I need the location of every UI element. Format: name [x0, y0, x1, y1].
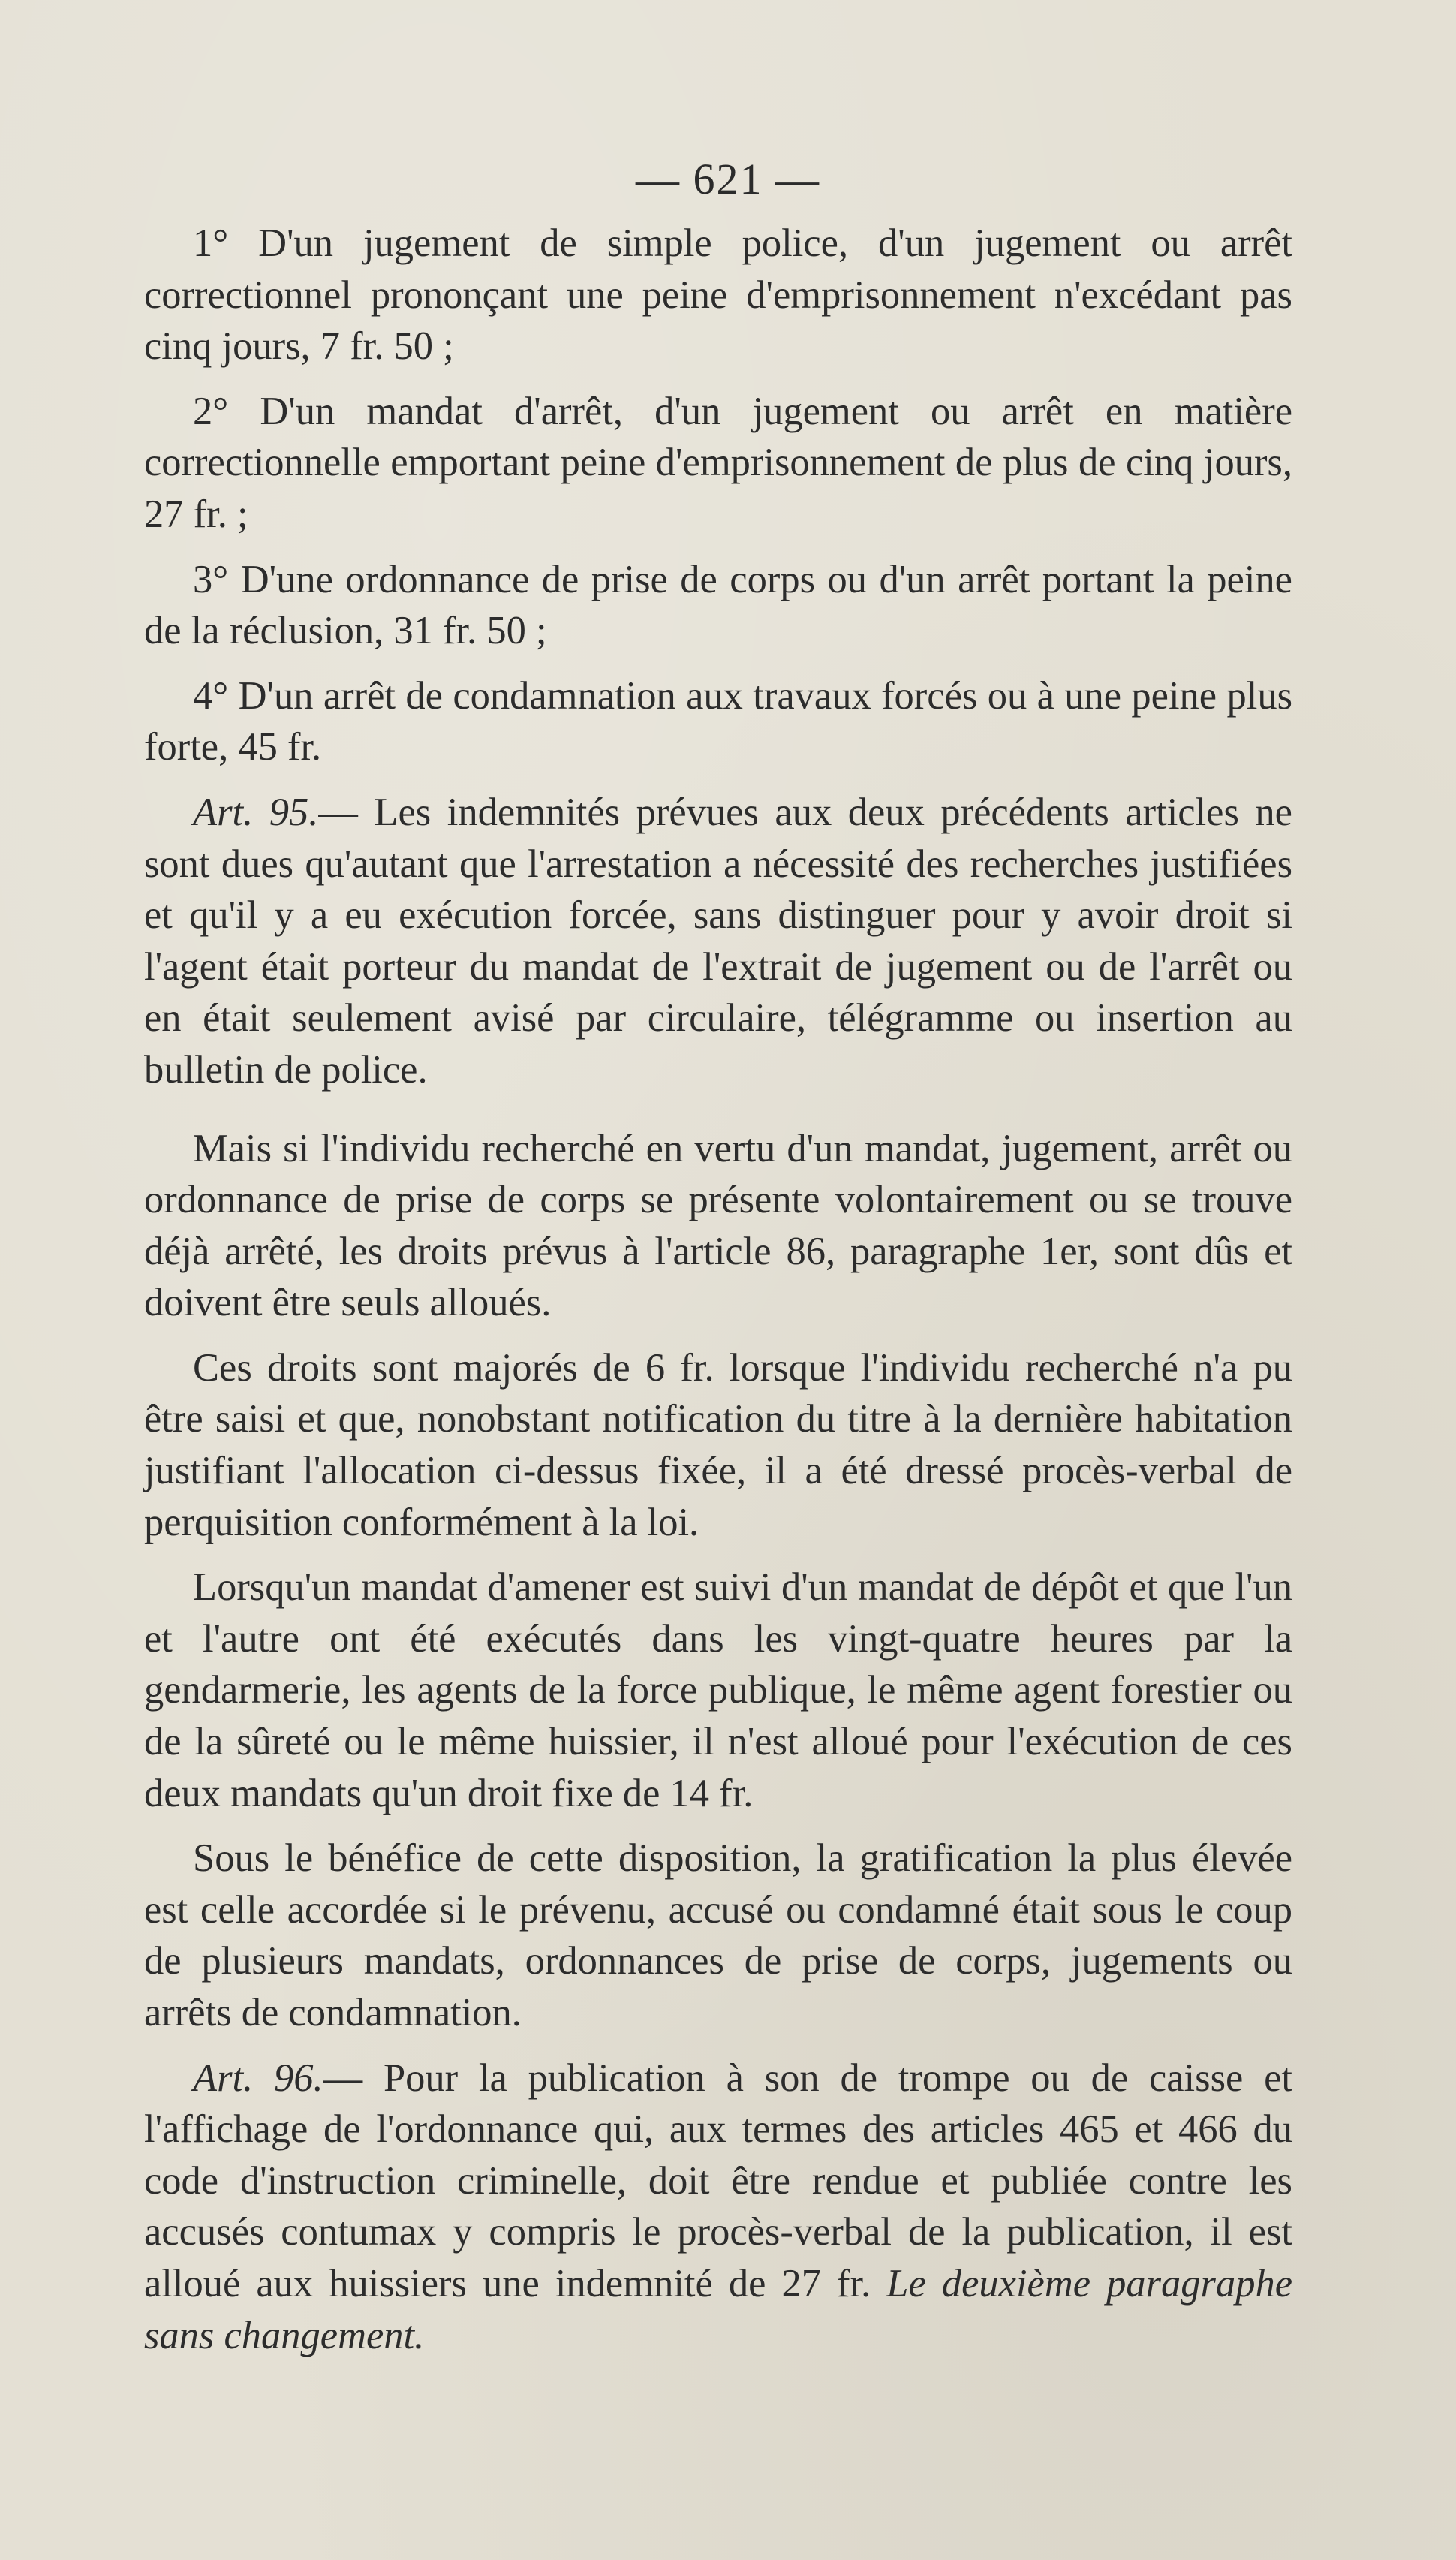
paragraph-lorsqu: [144, 1562, 1292, 1819]
paragraph-text: 1° D'un jugement de simple police, d'un jugement ou arrêt correctionnel prononçant une peine d'emprisonnement n'excédant pas cinq jours, 7 fr. 50 ;: [144, 221, 1292, 369]
paragraph-text: Ces droits sont majorés de 6 fr. lorsque l'individu recherché n'a pu être saisi et que, nonobstant notification du titre à la dernière habitation justifiant l'allocation ci-dessus fixée, il a été dressé procès-verbal de perquisition conformément à la loi.: [144, 1345, 1292, 1544]
article-label: Art. 96.: [193, 2056, 323, 2100]
paragraph-text: 2° D'un mandat d'arrêt, d'un jugement ou arrêt en matière correctionnelle emportant peine d'emprisonnement de plus de cinq jours, 27 fr. ;: [144, 389, 1292, 536]
paragraph-text: — Les indemnités prévues aux deux précédents articles ne sont dues qu'autant que l'arrestation a nécessité des recherches justifiées et qu'il y a eu exécution forcée, sans distinguer pour y avoir droit si l'agent était porteur du mandat de l'extrait de jugement ou de l'arrêt ou en était seulement avisé par circulaire, télégramme ou insertion au bulletin de police.: [144, 790, 1292, 1092]
paragraph-item-3: [144, 554, 1292, 657]
paragraph-text: Lorsqu'un mandat d'amener est suivi d'un mandat de dépôt et que l'un et l'autre ont été exécutés dans les vingt-quatre heures par la gendarmerie, les agents de la force publique, le même agent forestier ou de la sûreté ou le même huissier, il n'est alloué pour l'exécution de ces deux mandats qu'un droit fixe de 14 fr.: [144, 1565, 1292, 1815]
paragraph-text: 3° D'une ordonnance de prise de corps ou d'un arrêt portant la peine de la réclusion, 31 fr. 50 ;: [144, 557, 1292, 653]
paragraph-text: Sous le bénéfice de cette disposition, la gratification la plus élevée est celle accordée si le prévenu, accusé ou condamné était sous le coup de plusieurs mandats, ordonnances de prise de corps, jugements ou arrêts de condamnation.: [144, 1836, 1292, 2034]
paragraph-sous-le-benefice: [144, 1833, 1292, 2038]
page-number: — 621 —: [636, 155, 820, 203]
paragraph-mais: [144, 1123, 1292, 1329]
paragraph-text: Mais si l'individu recherché en vertu d'un mandat, jugement, arrêt ou ordonnance de prise de corps se présente volontairement ou se trouve déjà arrêté, les droits prévus à l'article 86, paragraphe 1er, sont dûs et doivent être seuls alloués.: [144, 1126, 1292, 1325]
closing-note: Le deuxième paragraphe sans changement.: [144, 2261, 1293, 2357]
paragraph-item-2: [144, 386, 1292, 541]
paragraph-ces-droits: [144, 1342, 1292, 1548]
paragraph-item-4: [144, 670, 1292, 773]
article-96: [144, 2053, 1292, 2362]
paragraph-text: 4° D'un arrêt de condamnation aux travaux forcés ou à une peine plus forte, 45 fr.: [144, 673, 1292, 770]
paragraph-item-1: [144, 218, 1292, 372]
article-label: Art. 95.: [193, 790, 319, 834]
paragraph-text: — Pour la publication à son de trompe ou de caisse et l'affichage de l'ordonnance qui, aux termes des articles 465 et 466 du code d'instruction criminelle, doit être rendue et publiée contre les accusés contumax y compris le procès-verbal de la publication, il est alloué aux huissiers une indemnité de 27 fr.: [144, 2056, 1292, 2306]
article-95: [144, 787, 1292, 1096]
body-text: [144, 218, 1292, 2361]
